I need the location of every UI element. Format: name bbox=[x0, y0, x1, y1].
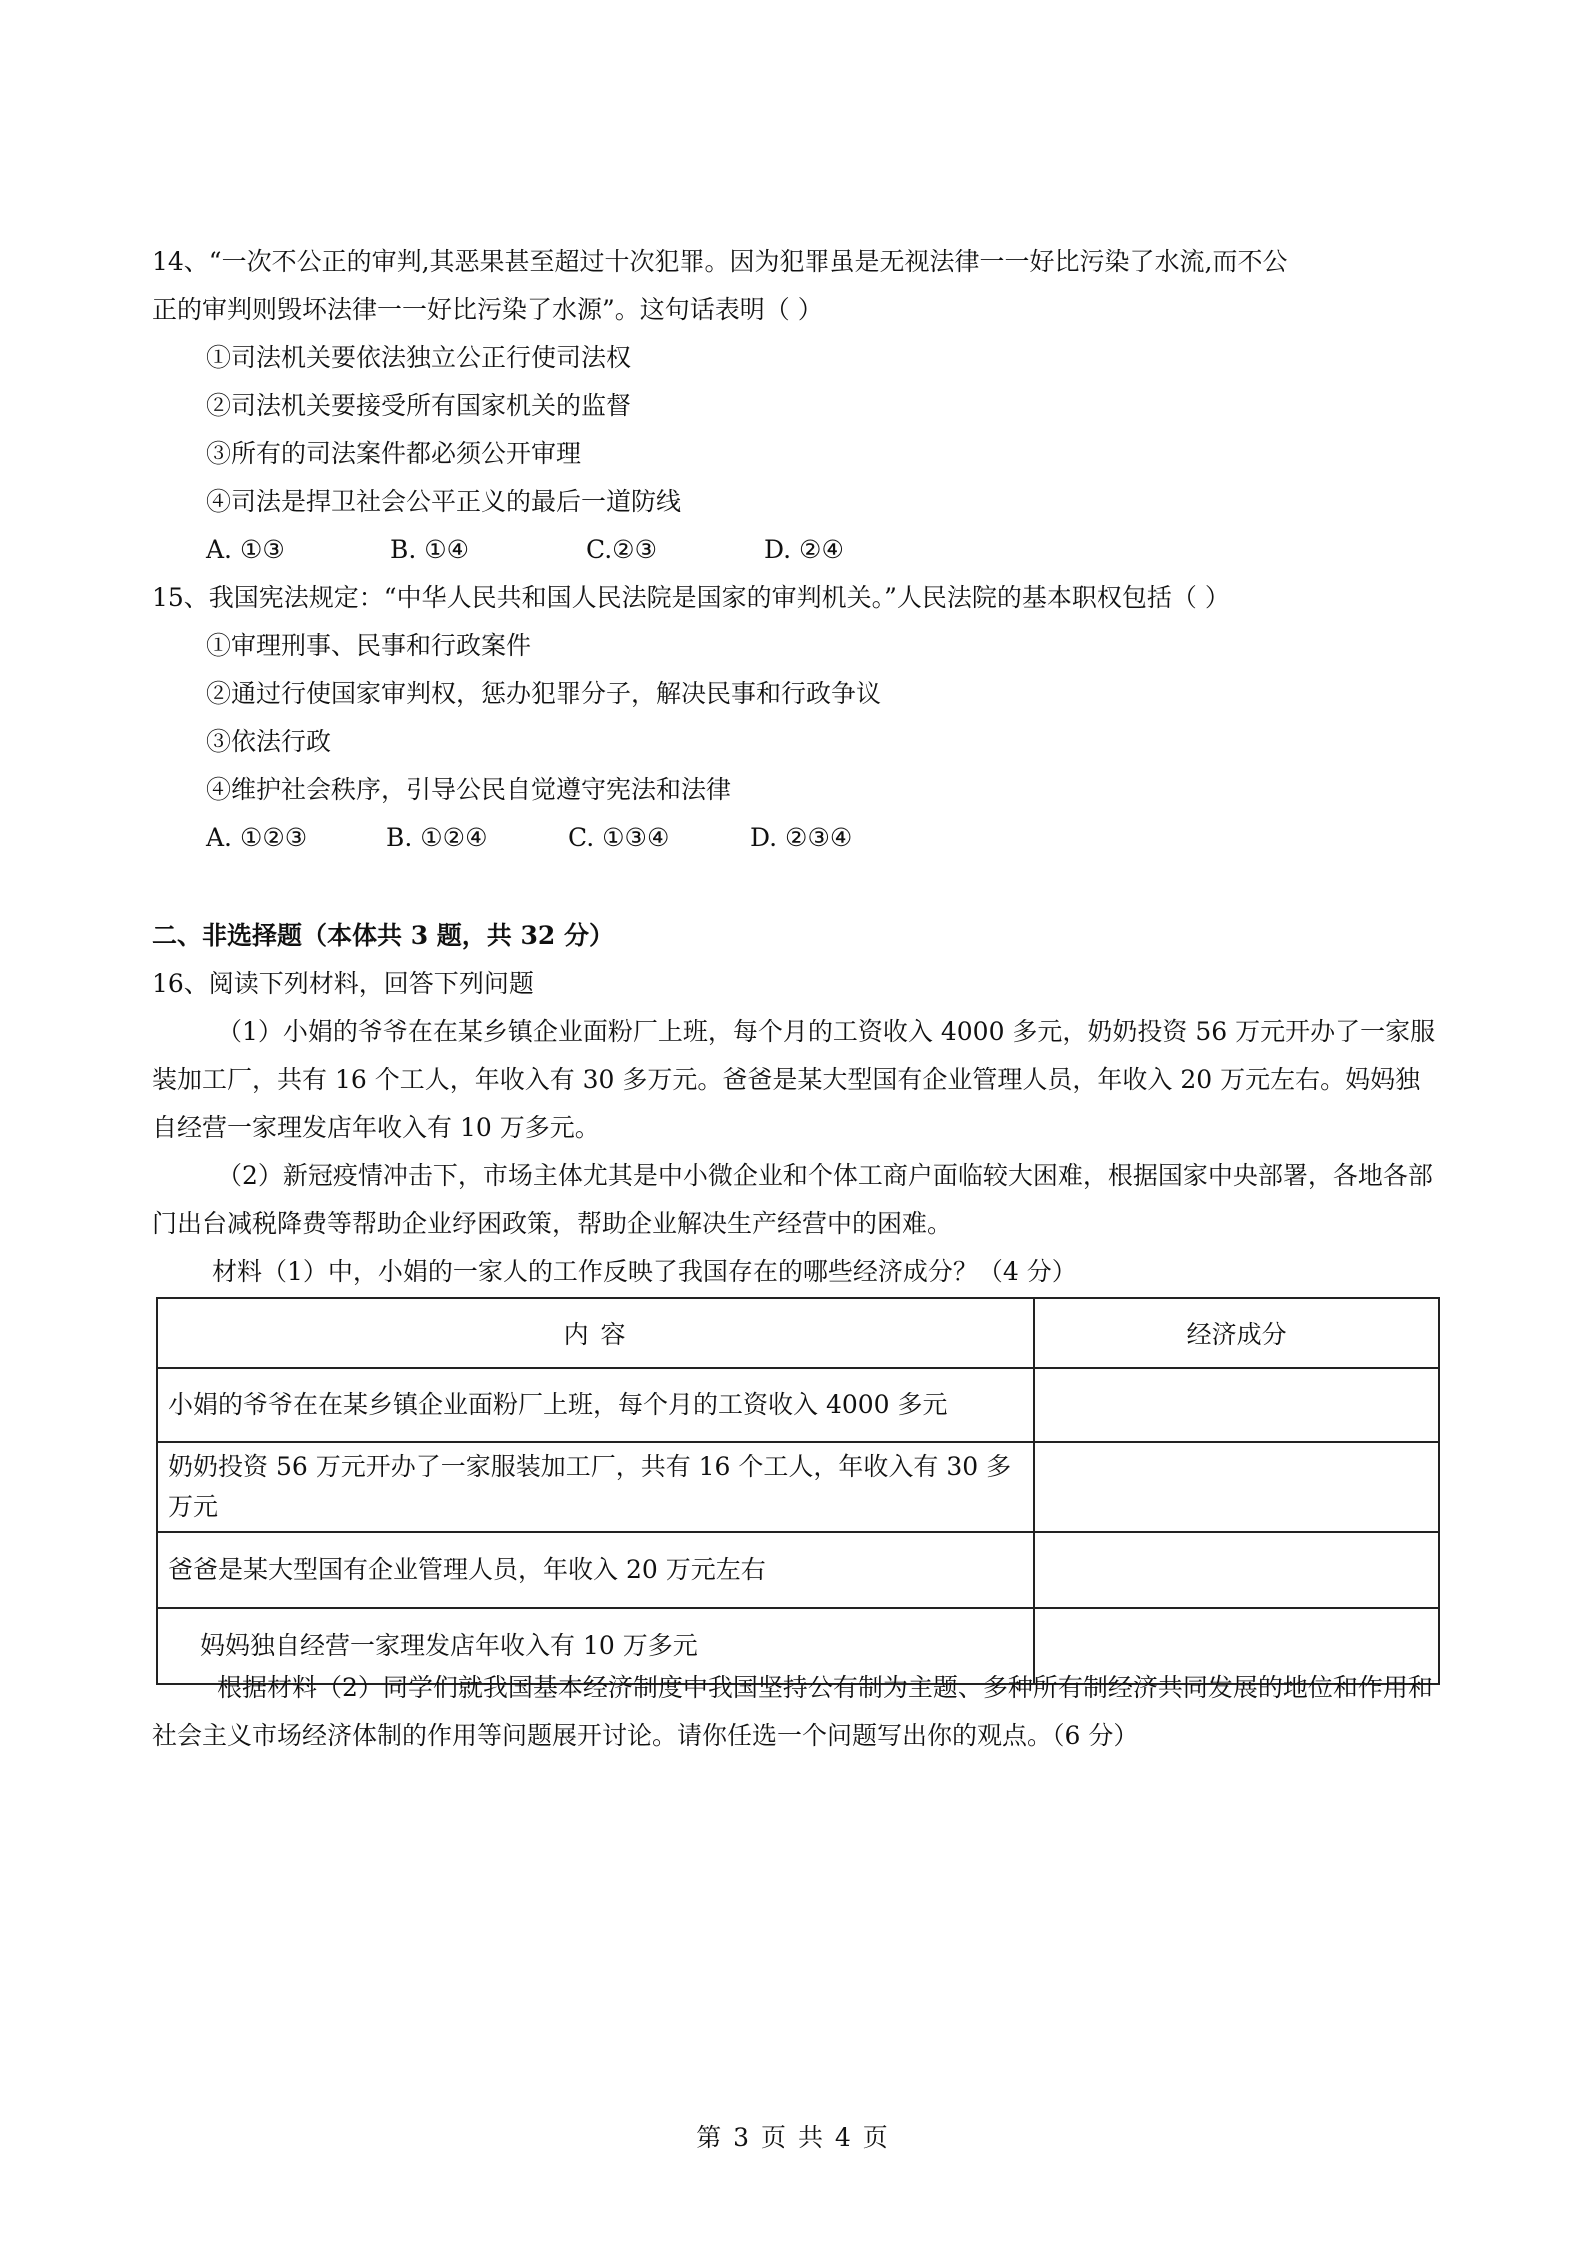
table-header-component: 经济成分 bbox=[1034, 1298, 1439, 1368]
q16-question-2: 根据材料（2）同学们就我国基本经济制度中我国坚持公有制为主题、多种所有制经济共同发展的地位和作用和社会主义市场经济体制的作用等问题展开讨论。请你任选一个问题写出你的观点。（6 分） bbox=[152, 1673, 1433, 1750]
answer-cell[interactable] bbox=[1034, 1368, 1439, 1442]
q15-choice-c: C. ①③④ bbox=[568, 823, 670, 852]
table-cell-content: 妈妈独自经营一家理发店年收入有 10 万多元 bbox=[157, 1608, 1034, 1684]
q14-choice-c: C.②③ bbox=[586, 535, 658, 564]
q14-option-3: ③所有的司法案件都必须公开审理 bbox=[206, 439, 582, 468]
q14-choice-d: D. ②④ bbox=[764, 535, 844, 564]
q14-stem-line2: 正的审判则毁坏法律一一好比污染了水源”。这句话表明（ ） bbox=[152, 295, 823, 324]
table-row bbox=[157, 1532, 1439, 1608]
section-heading: 二、非选择题（本体共 3 题，共 32 分） bbox=[152, 921, 615, 950]
q15-option-4: ④维护社会秩序，引导公民自觉遵守宪法和法律 bbox=[206, 775, 732, 804]
table-cell-content: 奶奶投资 56 万元开办了一家服装加工厂，共有 16 个工人，年收入有 30 多万元 bbox=[157, 1442, 1034, 1532]
q15-stem: 15、我国宪法规定：“中华人民共和国人民法院是国家的审判机关。”人民法院的基本职权包括（ ） bbox=[152, 583, 1230, 612]
q14-option-4: ④司法是捍卫社会公平正义的最后一道防线 bbox=[206, 487, 682, 516]
q14-choices bbox=[206, 534, 844, 566]
q14-choice-a: A. ①③ bbox=[206, 535, 285, 564]
table-cell-content: 小娟的爷爷在在某乡镇企业面粉厂上班，每个月的工资收入 4000 多元 bbox=[157, 1368, 1034, 1442]
page-number-footer: 第 3 页 共 4 页 bbox=[696, 2123, 890, 2152]
q15-choice-a: A. ①②③ bbox=[206, 823, 308, 852]
q15-option-1: ①审理刑事、民事和行政案件 bbox=[206, 631, 532, 660]
q14-option-2: ②司法机关要接受所有国家机关的监督 bbox=[206, 391, 632, 420]
table-row bbox=[157, 1368, 1439, 1442]
q15-choice-b: B. ①②④ bbox=[386, 823, 488, 852]
q16-question-1: 材料（1）中，小娟的一家人的工作反映了我国存在的哪些经济成分？（4 分） bbox=[212, 1257, 1077, 1286]
table-header-content: 内 容 bbox=[157, 1298, 1034, 1368]
q15-option-3: ③依法行政 bbox=[206, 727, 332, 756]
table-row bbox=[157, 1442, 1439, 1532]
q16-title: 16、阅读下列材料，回答下列问题 bbox=[152, 969, 534, 998]
q15-choice-d: D. ②③④ bbox=[750, 823, 853, 852]
q16-material-1: （1）小娟的爷爷在在某乡镇企业面粉厂上班，每个月的工资收入 4000 多元，奶奶投资 56 万元开办了一家服装加工厂，共有 16 个工人，年收入有 30 多万元。爸爸是某大型国有企业管理人员，年收入 20 万元左右。妈妈独自经营一家理发店年收入有 10 万多元。 bbox=[152, 1017, 1436, 1142]
answer-cell[interactable] bbox=[1034, 1442, 1439, 1532]
q15-option-2: ②通过行使国家审判权，惩办犯罪分子，解决民事和行政争议 bbox=[206, 679, 882, 708]
q16-material-2: （2）新冠疫情冲击下，市场主体尤其是中小微企业和个体工商户面临较大困难，根据国家中央部署，各地各部门出台减税降费等帮助企业纾困政策，帮助企业解决生产经营中的困难。 bbox=[152, 1161, 1433, 1238]
q14-stem-line1: 14、“一次不公正的审判,其恶果甚至超过十次犯罪。因为犯罪虽是无视法律一一好比污染了水流,而不公 bbox=[152, 247, 1288, 276]
answer-cell[interactable] bbox=[1034, 1532, 1439, 1608]
q14-choice-b: B. ①④ bbox=[390, 535, 470, 564]
q15-choices bbox=[206, 822, 852, 854]
economic-component-table bbox=[156, 1297, 1440, 1685]
q14-option-1: ①司法机关要依法独立公正行使司法权 bbox=[206, 343, 632, 372]
table-cell-content: 爸爸是某大型国有企业管理人员，年收入 20 万元左右 bbox=[157, 1532, 1034, 1608]
